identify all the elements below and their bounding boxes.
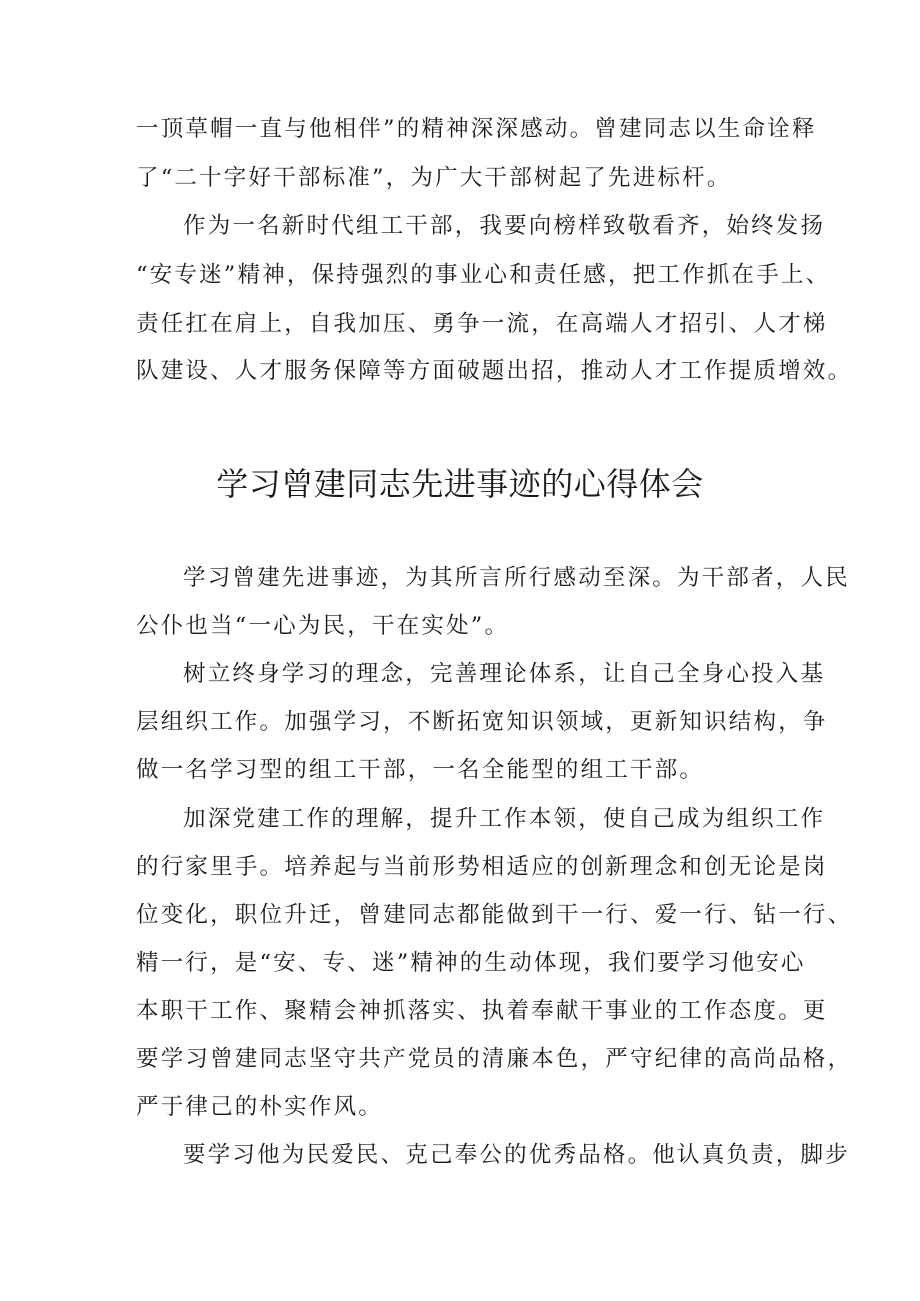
paragraph-line: 的行家里手。培养起与当前形势相适应的创新理念和创无论是岗 bbox=[136, 854, 828, 880]
paragraph-line: 学习曾建先进事迹，为其所言所行感动至深。为干部者，人民 bbox=[183, 565, 850, 591]
paragraph-line: 要学习曾建同志坚守共产党员的清廉本色，严守纪律的高尚品格， bbox=[136, 1046, 853, 1072]
paragraph-line: 责任扛在肩上，自我加压、勇争一流，在高端人才招引、人才梯 bbox=[136, 311, 828, 337]
paragraph-line: 队建设、人才服务保障等方面破题出招，推动人才工作提质增效。 bbox=[136, 358, 853, 384]
paragraph-line: 加深党建工作的理解，提升工作本领，使自己成为组织工作 bbox=[183, 806, 826, 832]
paragraph-line: 层组织工作。加强学习，不断拓宽知识领域，更新知识结构，争 bbox=[136, 709, 828, 735]
paragraph-line: 公仆也当“一心为民，干在实处”。 bbox=[136, 613, 510, 639]
paragraph-line: 树立终身学习的理念，完善理论体系，让自己全身心投入基 bbox=[183, 661, 826, 687]
paragraph-line: 严于律己的朴实作风。 bbox=[136, 1094, 384, 1120]
paragraph-line: 作为一名新时代组工干部，我要向榜样致敬看齐，始终发扬 bbox=[183, 213, 826, 239]
paragraph-line: 位变化，职位升迁，曾建同志都能做到干一行、爱一行、钻一行、 bbox=[136, 902, 853, 928]
paragraph-line: 一顶草帽一直与他相伴”的精神深深感动。曾建同志以生命诠释 bbox=[136, 116, 817, 142]
paragraph-line: 要学习他为民爱民、克己奉公的优秀品格。他认真负责，脚步 bbox=[183, 1142, 850, 1168]
paragraph-line: 本职干工作、聚精会神抓落实、执着奉献干事业的工作态度。更 bbox=[136, 998, 828, 1024]
paragraph-line: 精一行，是“安、专、迷”精神的生动体现，我们要学习他安心 bbox=[136, 950, 806, 976]
document-title: 学习曾建同志先进事迹的心得体会 bbox=[216, 465, 704, 503]
paragraph-line: “安专迷”精神，保持强烈的事业心和责任感，把工作抓在手上、 bbox=[136, 262, 831, 288]
paragraph-line: 了“二十字好干部标准”，为广大干部树起了先进标杆。 bbox=[136, 165, 732, 191]
paragraph-line: 做一名学习型的组工干部，一名全能型的组工干部。 bbox=[136, 757, 705, 783]
